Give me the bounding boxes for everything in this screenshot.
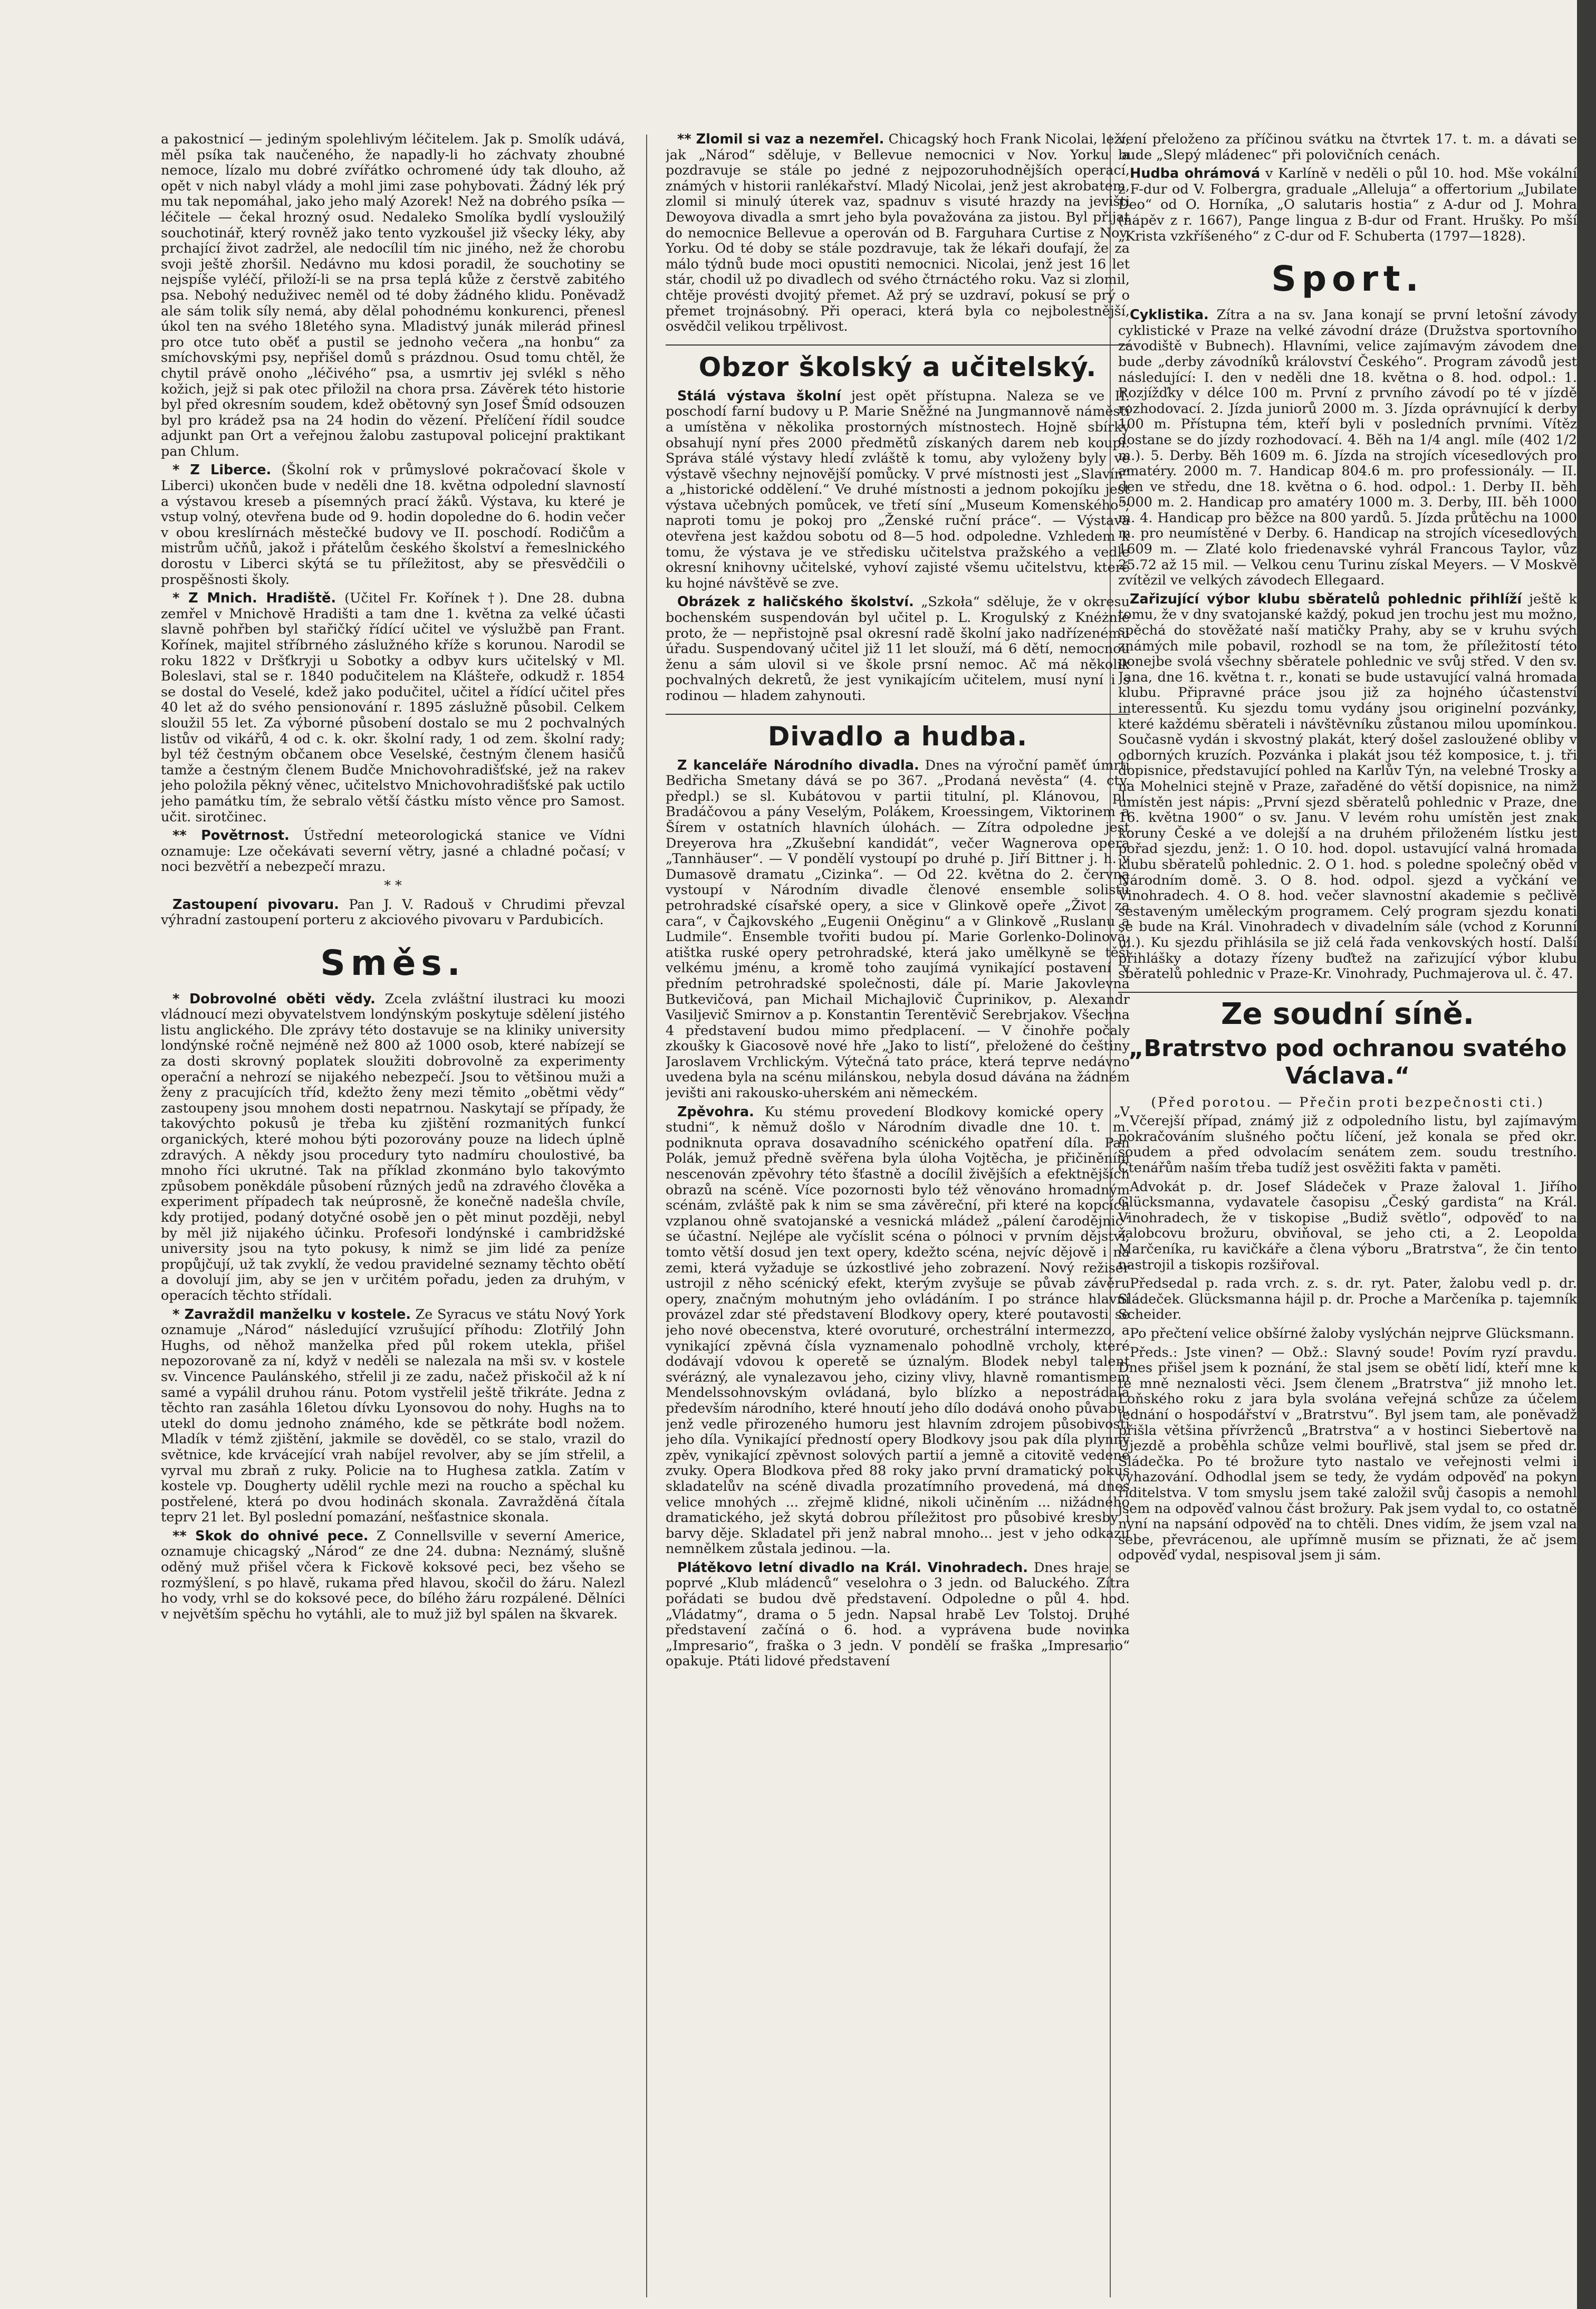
article-paragraph bbox=[1118, 308, 1577, 589]
article-lead: Plátěkovo letní divadlo na Král. Vinohradech. bbox=[677, 1559, 1028, 1576]
column-rule bbox=[646, 135, 647, 2297]
article-text: Dnes na výroční paměť úmrtí Bedřicha Smetany dává se po 367. „Prodaná nevěsta“ (4. ctv. předpl.) se sl. Kubátovou v partii titulní, pl. Klánovou, pl. Bradáčovou a pány Veselým, Polákem, Kroessingem, Viktorinem a Šírem v ostatních hlavních úlohách. — Zítra odpoledne jest Dreyerova hra „Zkušební kandidát“, večer Wagnerova opera „Tannhäuser“. — V pondělí vystoupí po druhé p. Jiří Bittner j. h. v Dumasově dramatu „Cizinka“. — Od 22. května do 2. června vystoupí v Národním divadle členové ensemble solistů petrohradské císařské opery, a sice v Glinkově opeře „Život za cara“, v Čajkovského „Eugenii Oněginu“ a v Glinkově „Ruslanu a Ludmile“. Ensemble tvořiti budou pí. Marie Gorlenko-Dolinová, atištka ruské opery petrohradské, která jako umělkyně se těší velkému jménu, a kromě toho zaujímá vynikající postavení v předním petrohradské společnosti, dále pí. Marie Jakovlevna Butkevičová, pan Michail Michajlovič Čuprinikov, p. Alexandr Vasiljevič Smirnov a p. Konstantin Terentěvič Serebrjakov. Všechna 4 představení budou mimo předplacení. — V činohře počaly zkoušky k Giacosově nové hře „Jako to listí“, přeložené do češtiny Jaroslavem Vrchlickým. Výtečná tato práce, která teprve nedávno uvedena byla na scénu milánskou, nebyla dosud dávána na žádném jevišti ani rakousko-uherském ani německém. bbox=[666, 757, 1130, 1101]
article-lead: * Z Liberce. bbox=[172, 462, 272, 478]
article-text: (Učitel Fr. Kořínek †). Dne 28. dubna zemřel v Mnichově Hradišti a tam dne 1. května za velké účasti slavně pohřben byl stařičký řídící učitel ve výslužbě pan Frant. Kořínek, majitel stříbrného záslužného kříže s korunou. Narodil se roku 1822 v Dršťkryji u Sobotky a odbyv kurs učitelský v Ml. Boleslavi, stal se r. 1840 podučitelem na Klášteře, odkudž r. 1854 se dostal do Veselé, kdež jako podučitel, učitel a řídící učitel přes 40 let až do svého pensionování r. 1895 záslužně působil. Celkem sloužil 55 let. Za výborné působení dostalo se mu 2 pochvalných listův od vikářů, 4 od c. k. okr. školní rady, 1 od zem. školní rady; byl též čestným občanem obce Veselské, čestným členem hasičů tamže a čestným členem Budče Mnichovohradišťské, jež na rakev jeho položila pěkný věnec, učitelstvo Mnichovohradišťské pak uctilo jeho památku tím, že sebralo větší částku místo věnce pro Samost. učit. sirotčinec. bbox=[161, 590, 625, 825]
section-heading: Směs. bbox=[320, 942, 466, 983]
article-text: Předsedal p. rada vrch. z. s. dr. ryt. Pater, žalobu vedl p. dr. Sládeček. Glücksmanna hájil p. dr. Proche a Marčeníka p. tajemník Scheider. bbox=[1118, 1276, 1577, 1323]
article-text: Včerejší případ, známý již z odpoledního listu, byl zajímavým pokračováním slušného počtu líčení, jež konala se před okr. soudem a před odvolacím senátem zem. soudu trestního. Čtenářům naším třeba tudíž jest osvěžiti fakta v paměti. bbox=[1118, 1113, 1577, 1176]
article-paragraph bbox=[666, 758, 1130, 1101]
column-1 bbox=[161, 132, 625, 2300]
article-paragraph bbox=[666, 595, 1130, 704]
article-lead: * Dobrovolné oběti vědy. bbox=[172, 991, 376, 1007]
article-paragraph bbox=[1118, 166, 1577, 244]
article-text: „Szkoła“ sděluje, že v okresu bochenském suspendován byl učitel p. L. Krogulský z Knéżnie proto, že — nepřistojně psal okresní radě školní jako nadřízenému úřadu. Suspendovaný učitel již 11 let slouží, má 6 dětí, nemocnou ženu a sám ulovil si ve škole prsní nemoc. Ač má několik pochvalných dekretů, že jest vynikajícím učitelem, musí nyní i s rodinou — hladem zahynouti. bbox=[666, 594, 1130, 704]
article-lead: Cyklistika. bbox=[1130, 307, 1209, 323]
article-text: Z Connellsville v severní Americe, oznamuje chicagský „Národ“ ze dne 24. dubna: Neznámý, slušně oděný muž přišel včera k Fickově koksové peci, bez všeho se rozmýšlení, s po hlavě, rukama před hlavou, skočil do žáru. Nalezl ho vody, vrhl se do koksové pece, do bílého žáru rozpálené. Dělníci v největším spěchu ho vytáhli, ale to muž již byl spálen na škvarek. bbox=[161, 1528, 625, 1622]
article-lead: Z kanceláře Národního divadla. bbox=[677, 757, 919, 773]
article-paragraph bbox=[161, 897, 625, 928]
article-lead: Obrázek z haličského školství. bbox=[677, 594, 914, 610]
article-text: jest opět přístupna. Naleza se ve II. poschodí farní budovy u P. Marie Sněžné na Jungmannově náměstí a umístěna v několika prostorných místnostech. Hojně sbírky obsahují nyní přes 2000 předmětů získaných darem neb koupí. Správa stálé výstavy hledí zvláště k tomu, aby vyloženy byly ve výstavě všechny nejnovější pomůcky. V prvé místnosti jest „Slavín“ a „historické oddělení.“ Ve druhé místnosti a jednom pokojíku jest výstava učebných pomůcek, ve třetí síní „Museum Komenského“; naproti tomu je pokoj pro „Ženské ruční práce“. — Výstava otevřena jest každou sobotu od 8—5 hod. odpoledne. Vzhledem k tomu, že výstava je ve středisku učitelstva pražského a vedle okresní knihovny učitelské, vyhoví zajisté všemu učitelstvu, které ku hojné návštěvě se zve. bbox=[666, 388, 1130, 591]
article-lead: Zařizující výbor klubu sběratelů pohledniс přihlíží bbox=[1130, 591, 1522, 607]
section-heading: Obzor školský a učitelský. bbox=[666, 344, 1130, 384]
article-paragraph bbox=[666, 389, 1130, 592]
article-text: Pan J. V. Radouš v Chrudimi převzal výhradní zastoupení porteru z akciového pivovaru v Pardubicích. bbox=[161, 896, 625, 928]
section-heading: Divadlo a hudba. bbox=[666, 714, 1130, 753]
column-2 bbox=[666, 132, 1130, 2300]
article-paragraph bbox=[666, 132, 1130, 335]
article-paragraph bbox=[161, 591, 625, 825]
article-subtitle: (Před porotou. — Přečin proti bezpečnosti cti.) bbox=[1151, 1094, 1544, 1110]
article-text: Chicagský hoch Frank Nicolai, leží, jak „Národ“ sděluje, v Bellevue nemocnici v Nov. Yorku a pozdravuje se stále po jedné z nejpozoruhodnějších operací, známých v historii ranlékařství. Mladý Nicolai, jenž jest akrobatem, zlomil si minulý úterek vaz, spadnuv s visuté hrazdy na jevišti Dewoyova divadla a smrt jeho byla považována za jistou. Byl přijat do nemocnice Bellevue a operován od B. Farguhara Curtise z Nov. Yorku. Od té doby se stále pozdravuje, tak že lékaři doufají, že za málo týdnů bude moci opustiti nemocnici. Nicolai, jenž jest 16 let stár, chodil už po divadlech od svého čtrnáctého roku. Vaz si zlomil, chtěje provésti dvojitý přemet. Až prý se uzdraví, pokusí se prý o přemet trojnásobný. Při operaci, která byla co nejbolestnější, osvědčil velikou trpělivost. bbox=[666, 132, 1130, 335]
article-paragraph bbox=[161, 828, 625, 875]
article-paragraph bbox=[666, 1560, 1130, 1670]
article-lead: ** Skok do ohnivé pece. bbox=[172, 1528, 369, 1544]
article-text: Předs.: Jste vinen? — Obž.: Slavný soude! Povím ryzí pravdu. Dnes přišel jsem k poznání, že stal jsem se obětí lidí, kteří mne k té mně neznalosti věci. Jsem členem „Bratrstva“ již mnoho let. Loňského roku z jara byla svolána veřejná schůze za účelem jednání o hospodářství v „Bratrstvu“. Byl jsem tam, ale poněvadž přišla většina přívrženců „Bratrstva“ a v hostinci Siebertově na Újezdě a proběhla schůze velmi bouřlivě, stal jsem se před dr. Sládečka. Po té brožure tyto nastalo ve veřejnosti velmi i vyhazování. Odhodlal jsem se tedy, že vydám odpověď na pokyn řiditelstva. V tom smyslu jsem také založil svůj časopis a nemohl jsem na odpověď valnou část brožury. Pak jsem vydal to, co ostatně nyní na napsání odpověď na to chtěli. Dnes vidím, že jsem vzal na sebe, převrácenou, ale upřímně musím se přiznati, že ač jsem odpověď vydal, nespisoval jsem ji sám. bbox=[1118, 1344, 1577, 1564]
article-paragraph bbox=[161, 992, 625, 1304]
article-lead: Stálá výstava školní bbox=[677, 388, 841, 404]
article-lead: * Z Mnich. Hradiště. bbox=[172, 590, 336, 607]
article-paragraph bbox=[161, 1529, 625, 1623]
section-heading: Sport. bbox=[1271, 258, 1424, 300]
article-text: Ústřední meteorologická stanice ve Vídni oznamuje: Lze očekávati severní větry, jasné a chladné počasí; v noci bezvětří a nebezpečí mrazu. bbox=[161, 828, 625, 875]
article-text: Po přečtení velice obšírné žaloby vyslýchán nejprve Glücksmann. bbox=[1130, 1326, 1575, 1342]
article-text: Ku stému provedení Blodkovy komické opery „V studni“, k němuž došlo v Národním divadle dne 10. t. m. podniknuta oprava dosavadního scénického opatření díla. Pan Polák, jemuž předně svěřena byla úloha Vojtěcha, je přičiněním nescenován zpěvohry této šťastně a docílil živějších a efektnějších obrazů na scéně. Více pozornosti bylo též věnováno hromadným scénám, zvláště pak k nim se sma závěreční, při které na kopcích vzplanou ohně svatojanské a vesnická mládež „pálení čarodějnic“ se účastní. Nejlépe ale vyčíslit scéna o pólnoci v prvním dějství, tomto větší dosud jen text opery, kdežto scéna, nejvíc dějově i na zemi, která vyžaduje se úzkostlivé jeho zobrazení. Nový režisér ustrojil z něho scénický efekt, kterým zvyšuje se půvab závěru opery, značným mohutným jeho ovládáním. I po stránce hlavní provázel zdar sté představení Blodkovy opery, které poutavosti se jeho nové obecenstva, které ovoruturé, orchestrální intermezzo, a vynikající zpěvná čísla vyznamenalo pohodlně vrcholy, které dodávají vdovou k operetě se úznalým. Blodek nebyl talent svérázný, ale vynalezavou jeho, ciziny vlivy, hlavně romantismem Mendelssohnovským ovládaná, bylo blízko a nepostrádala především národního, které hnoutí jeho dílo dodává onoho půvabu, jenž vedle přirozeného humoru jest hlavním zdrojem působivosti jeho díla. Vynikající předností opery Blodkovy jsou pak díla plynný zpěv, vynikající zpěvnost solových partií a jemně a citovitě vedené zvuky. Opera Blodkova před 88 roky jako první dramatický pokus skladatelův na scéně divadla prozatímního provedená, má dnes velice mnohých ... zřejmě klidné, nikoli učiněním ... nižádného dramatického, jež skytá dobrou příležitost pro působivé kresby i barvy děje. Skladatel při jenž nabral mnoho... jest v jeho odkazu nemnělkem zůstala jedinou. —la. bbox=[666, 1104, 1130, 1557]
article-text: (Školní rok v průmyslové pokračovací škole v Liberci) ukončen bude v neděli dne 18. května odpolední slavností a výstavou kreseb a písemných prací žáků. Výstava, ku které je vstup volný, otevřena bude od 9. hodin dopoledne do 6. hodin večer v obou kreslírnách městečké budovy ve II. poschodí. Rodičům a mistrům učňů, jakož i přátelům českého školství a řemeslnického dorostu v Liberci skýtá se tu příležitost, aby se přesvědčili o prospěšnosti školy. bbox=[161, 462, 625, 588]
article-lead: Zastoupení pivovaru. bbox=[172, 896, 339, 913]
article-text: ještě k tomu, že v dny svatojanské každý, pokud jen trochu jest mu možno, spěchá do stověžaté naší matičky Prahy, aby se v kruhu svých známých mile pobavil, rozhodl se na tom, že příležitostí této ponejbe svolá všechny sběratele pohlednic ve svůj střed. V den sv. Jana, dne 16. května t. r., konati se bude ustavující valná hromada klubu. Připravné práce jsou již za hojného účastenství interessentů. Ku sjezdu tomu vydány jsou originelní pozvánky, které každému sběrateli i návštěvníku zůstanou milou upomínkou. Současně vydán i skvostný plakát, který došel zasloužené obliby v odborných kruzích. Pozvánka i plakát jsou též komposice, t. j. tři dopisnice, představující pohled na Karlův Týn, na velebné Trosky a na Mohelnici stejně v Praze, zařaděné do větší dopisnice, na nimž umístěn jest nápis: „První sjezd sběratelů pohlednic v Praze, dne 16. května 1900“ o sv. Janu. V levém rohu umístěn jest znak koruny České a ve dolejší a na druhém přiloženém lístku jest pořad sjezdu, jenž: 1. O 10. hod. dopol. ustavující valná hromada klubu sběratelů pohlednic. 2. O 1. hod. s poledne společný oběd v Národním domě. 3. O 8. hod. odpol. sjezd a vyčkání ve Vinohradech. 4. O 8. hod. večer slavnostní akademie s pečlivě sestaveným uměleckým programem. Celý program sjezdu konati se bude na Král. Vinohradech v divadelním sále (vchod z Korunní ul.). Ku sjezdu přihlásila se již celá řada venkovských hostí. Další přihlášky a dotazy řízeny buďtež na zařizující výbor klubu sběratelů pohlednic v Praze-Kr. Vinohrady, Puchmajerova ul. č. 47. bbox=[1118, 591, 1577, 982]
article-paragraph bbox=[1118, 592, 1577, 982]
article-text: vení přeloženo za příčinou svátku na čtvrtek 17. t. m. a dávati se bude „Slepý mládenec“ při polovičních cenách. bbox=[1118, 132, 1577, 163]
article-paragraph bbox=[161, 463, 625, 588]
article-text: Advokát p. dr. Josef Sládeček v Praze žaloval 1. Jiřího Glücksmanna, vydavatele časopisu „Český gardista“ na Král. Vinohradech, že v tiskopise „Budiž světlo“, odpověď to na žalobcovu brožuru, obviňoval, se jeho cti, a 2. Leopolda Marčeníka, ru kavičkáře a člena výboru „Bratrstva“, že čin tento nastrojil a tiskopis rozšiřoval. bbox=[1118, 1179, 1577, 1273]
article-text: v Karlíně v neděli o půl 10. hod. Mše vokální z F-dur od V. Folbergra, graduale „Alleluja“ a offertorium „Jubilate Deo“ od O. Horníka, „O salutaris hostia“ z A-dur od J. Mohra (nápěv z r. 1667), Pange lingua z B-dur od Frant. Hrušky. Po mší „Krista vzkříšeného“ z C-dur od F. Schuberta (1797—1828). bbox=[1118, 166, 1577, 244]
separator-stars: * * bbox=[384, 877, 402, 894]
column-3 bbox=[1118, 132, 1577, 2300]
article-lead: ** Zlomil si vaz a nezemřel. bbox=[677, 132, 884, 147]
article-text: Dnes hraje se poprvé „Klub mládenců“ veselohra o 3 jedn. od Baluckého. Zítra pořádati se budou dvě představení. Odpoledne o půl 4. hod. „Vládatmy“, drama o 5 jedn. Napsal hrabě Lev Tolstoj. Druhé představení začíná o 6. hod. a vyprávena bude novinka „Impresario“, fraška o 3 jedn. V pondělí se fraška „Impresario“ opakuje. Ptáti lidové představení bbox=[666, 1559, 1130, 1670]
article-text: a pakostnicí — jediným spolehlivým léčitelem. Jak p. Smolík udává, měl psíka tak naučeného, že napadly-li ho záchvaty zhoubné nemoce, lízalo mu dobré zvířátko ochromené údy tak dlouho, až opět v nich nabyl vlády a mohl jimi zase pohybovati. Žádný lék prý mu tak nepomáhal, jako jeho malý Azorek! Než na dobrého psíka — léčitele — čekal hrozný osud. Nedaleko Smolíka bydlí vysloužilý souchotinář, který rovněž jako tento vyzkoušel již všecky léky, aby prchající život zadržel, ale nedocílil tím nic jiného, než že chorobu svoji ještě zhoršil. Nedávno mu kdosi poradil, že souchotiny se nejspíše vyléčí, přiloží-li se na prsa teplá kůže z čerstvě zabitého psa. Nebohý neduživec neměl od té doby žádného klidu. Poněvadž ale sám tolik síly nemá, aby dělal pohodnému konkurenci, přenesl úkol ten na svého 18letého syna. Mladistvý junák milerád přinesl pro otce tuto oběť a pustil se jednoho večera „na honbu“ za smíchovskými psy, nepřišel domů s prázdnou. Osud tomu chtěl, že chytil právě onoho „léčivého“ psa, a usmrtiv jej svlékl s něho kožich, jejž si pak otec přiložil na chora prsa. Závěrek této historie byl před okresním soudem, kdež obětovný syn Josef Šmíd odsouzen byl pro krádež psa na 24 hodin do vězení. Přelíčení řídil soudce adjunkt pan Ort a veřejnou žalobu zastupoval policejní praktikant pan Chlum. bbox=[161, 132, 625, 459]
article-text: Zcela zvláštní ilustraci ku moozi vládnoucí mezi obyvatelstvem londýnským poskytuje sdělení jistého listu anglického. Dle zprávy této dostavuje se na kliniky university londýnské ročně nejméně než 800 až 1000 osob, které nabízejí se za dosti skrovný poplatek sloužiti dobrovolně za experimenty operační a nehrozí se nijakého nebezpečí. Jsou to většinou muži a ženy z pracujících tříd, kdežto ženy mezi těmito „obětmi vědy“ zastoupeny jsou mnohem dosti nepatrnou. Naskytají se případy, že takovýchto pokusů je třeba ku zjištění rozmanitých funkcí organických, které mohou býti pozorovány pouze na lidech úplně zdravých. A někdy jsou procedury tyto nadmíru choulostivé, ba mnoho říci ukrutné. Tak na příklad zkonmáno bylo takovýmto způsobem poněkdále působení různých jedů na zdravého člověka a experiment případech tak neúprosně, že konečně nadešla chvíle, kdy protijed, podaný dotyčné osobě jen o pět minut později, nebyl by měl již nijakého účinku. Profesoři londýnské i cambridžské university jsou na tyto pokusy, k nimž se jim lidé za peníze propůjčují, už tak zvyklí, že vedou pravidelné seznamy těchto obětí a dovolují jim, aby se jen v určitém pořadu, jeden za druhým, v operacích těchto střídali. bbox=[161, 991, 625, 1304]
article-paragraph bbox=[161, 1307, 625, 1526]
article-lead: Zpěvohra. bbox=[677, 1104, 754, 1120]
section-heading: Ze soudní síně. bbox=[1118, 992, 1577, 1032]
article-text: Zítra a na sv. Jana konají se první letošní závody cyklistické v Praze na velké závodní dráze (Družstva sportovního závodiště v Bubnech). Hlavními, velice zajímavým závodem dne bude „derby závodníků království Českého“. Program závodů jest následující: I. den v neděli dne 18. května o 8. hod. odpol.: 1. Rozjížďky v délce 100 m. První z prvního závodí po té v jízdě rozhodovací. 2. Jízda juniorů 2000 m. 3. Jízda oprávnující k derby 100 m. Přístupna tém, kteří byli v posledních prvními. Vítěz dostane se do jízdy rozhodovací. 4. Běh na 1/4 angl. míle (402 1/2 m.). 5. Derby. Běh 1609 m. 6. Jízda na strojích vícesedlových pro amatéry. 2000 m. 7. Handicap 804.6 m. pro professionály. — II. den ve středu, dne 18. května o 6. hod. odpol.: 1. Derby II. běh 5000 m. 2. Handicap pro amatéry 1000 m. 3. Derby, III. běh 1000 m. 4. Handicap pro běžce na 800 yardů. 5. Jízda průtěchu na 1000 m. pro neumístěné v Derby. 6. Handicap na strojích vícesedlových 1609 m. — Zlaté kolo friedenavské vyhrál Francous Taylor, vůz 25.72 až 15 mil. — Velkou cenu Turinu získal Meyers. — V Moskvě zvítězil ve velkých závodech Ellegaard. bbox=[1118, 307, 1577, 589]
article-text: Ze Syracus ve státu Nový York oznamuje „Národ“ následující vzrušující příhodu: Zlotřilý John Hughs, od něhož manželka před půl rokem utekla, přišel nepozorovaně za ní, když v neděli se nalezala na mši sv. v kostele sv. Vincence Paulánského, střelil ji ze zadu, načež přiskočil až k ní samé a vypálil druhou ránu. Potom vystřelil ještě třikráte. Jedna z těchto ran zasáhla 16letou dívku Lyonsovou do nohy. Hughs na to utekl do domu jednoho známého, kde se pětkráte bodl nožem. Mladík v témž zjištění, jakmile se dověděl, co se stalo, vrazil do světnice, kde krvácející vrah nabíjel revolver, aby se jím střelil, a vyrval mu zbraň z ruky. Policie na to Hughesa zatkla. Zatím v kostele vp. Dougherty udělil rychle mezi na roucho a spěchal ku postřelené, která po dvou hodinách skonala. Zavražděná čítala teprv 21 let. Byl poslední pomazání, nešťastnice skonala. bbox=[161, 1306, 625, 1526]
article-lead: * Zavraždil manželku v kostele. bbox=[172, 1306, 411, 1323]
article-lead: Hudba ohrámová bbox=[1130, 166, 1261, 182]
article-lead: ** Povětrnost. bbox=[172, 828, 290, 844]
article-title: „Bratrstvo pod ochranou svatého Václava.“ bbox=[1128, 1034, 1567, 1089]
article-paragraph bbox=[666, 1105, 1130, 1557]
page-edge bbox=[1577, 0, 1596, 2309]
